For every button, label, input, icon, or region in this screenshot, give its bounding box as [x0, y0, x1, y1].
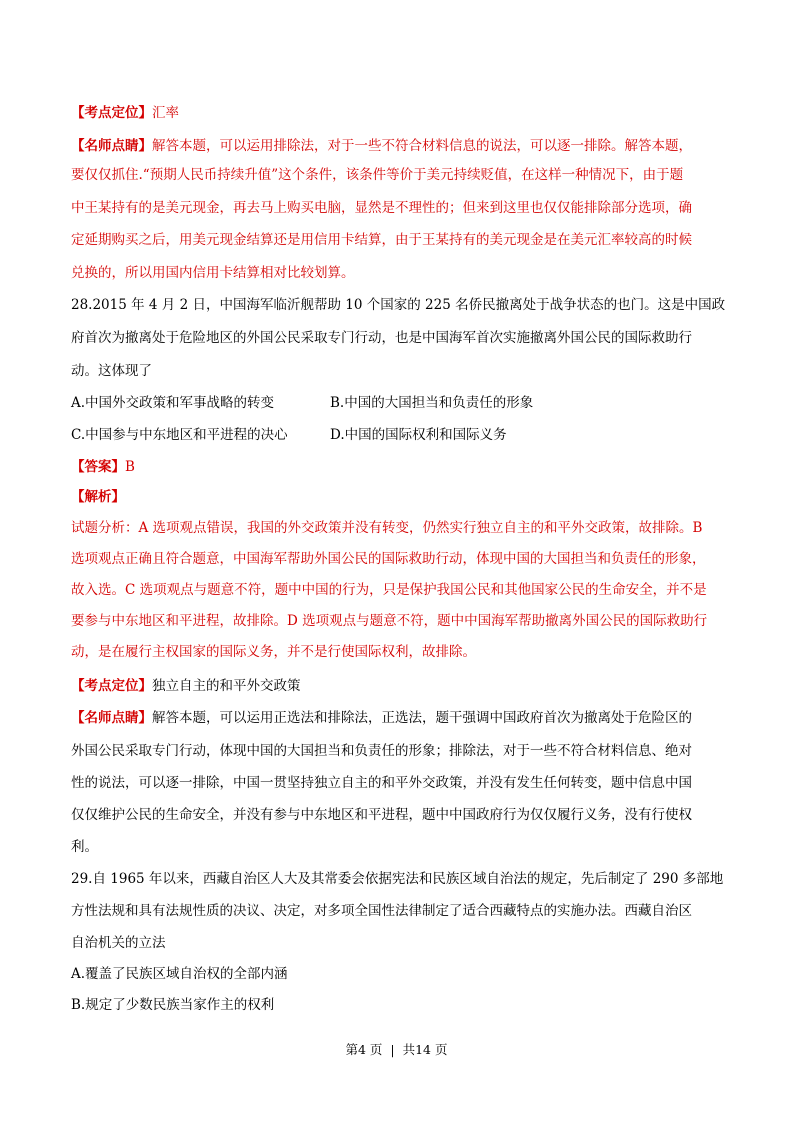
mingshi-line: 中王某持有的是美元现金，再去马上购买电脑，显然是不理性的；但来到这里也仅仅能排除部分选项，确	[71, 200, 692, 216]
answer-value: B	[125, 459, 135, 475]
page-number: 第4 页	[345, 1042, 383, 1057]
kaodian-text: 汇率	[152, 105, 179, 121]
mingshi-line: 要仅仅抓住.“预期人民币持续升值”这个条件，该条件等价于美元持续贬值，在这样一种情况下，由于题	[71, 167, 684, 183]
mingshi-line	[71, 137, 723, 155]
mingshi-bracket: 【名师点睛】	[71, 710, 152, 726]
analysis-line: 动，是在履行主权国家的国际义务，并不是行使国际权利，故排除。	[71, 644, 476, 660]
kaodian-line	[71, 104, 723, 122]
mingshi-bracket: 【名师点睛】	[71, 138, 152, 154]
option-a: A.中国外交政策和军事战略的转变	[71, 395, 275, 411]
mingshi-text: 解答本题，可以运用正选法和排除法，正选法，题干强调中国政府首次为撤离处于危险区的	[152, 710, 692, 726]
footer-separator: |	[390, 1042, 395, 1057]
option-b: B.中国的大国担当和负责任的形象	[330, 395, 534, 411]
analysis-heading	[71, 488, 723, 506]
analysis-line: 要参与中东地区和平进程，故排除。D 选项观点与题意不符，题中中国海军帮助撤离外国公民的国际救助行	[71, 613, 708, 629]
analysis-line: 故入选。C 选项观点与题意不符，题中中国的行为，只是保护我国公民和其他国家公民的生命安全，并不是	[71, 582, 707, 598]
question-28-line: 府首次为撤离处于危险地区的外国公民采取专门行动，也是中国海军首次实施撤离外国公民的国际救助行	[71, 330, 692, 346]
kaodian-line	[71, 677, 723, 695]
question-29-line: 方性法规和具有法规性质的决议、决定，对多项全国性法律制定了适合西藏特点的实施办法。西藏自治区	[71, 903, 692, 919]
mingshi-line: 外国公民采取专门行动，体现中国的大国担当和负责任的形象；排除法，对于一些不符合材料信息、绝对	[71, 743, 692, 759]
mingshi-line: 仅仅维护公民的生命安全，并没有参与中东地区和平进程，题中中国政府行为仅仅履行义务，没有行使权	[71, 807, 692, 823]
question-29-line: 29.自 1965 年以来，西藏自治区人大及其常委会依据宪法和民族区域自治法的规定，先后制定了 290 多部地	[71, 871, 724, 887]
option-b: B.规定了少数民族当家作主的权利	[71, 997, 275, 1013]
question-28-line: 28.2015 年 4 月 2 日，中国海军临沂舰帮助 10 个国家的 225 名侨民撤离处于战争状态的也门。这是中国政	[71, 297, 726, 313]
analysis-line: 试题分析：A 选项观点错误，我国的外交政策并没有转变，仍然实行独立自主的和平外交政策，故排除。B	[71, 520, 703, 536]
mingshi-line: 定延期购买之后，用美元现金结算还是用信用卡结算，由于王某持有的美元现金是在美元汇率较高的时候	[71, 232, 692, 248]
option-a: A.覆盖了民族区域自治权的全部内涵	[71, 966, 288, 982]
jiexi-bracket: 【解析】	[71, 489, 125, 505]
mingshi-text: 解答本题，可以运用排除法，对于一些不符合材料信息的说法，可以逐一排除。解答本题，	[152, 138, 692, 154]
answer-line	[71, 458, 723, 476]
mingshi-line: 兑换的，所以用国内信用卡结算相对比较划算。	[71, 265, 355, 281]
kaodian-text: 独立自主的和平外交政策	[152, 678, 301, 694]
question-28-line: 动。这体现了	[71, 363, 152, 379]
page-footer	[0, 1040, 793, 1058]
page-total: 共14 页	[402, 1042, 448, 1057]
analysis-line: 选项观点正确且符合题意，中国海军帮助外国公民的国际救助行动，体现中国的大国担当和负责任的形象，	[71, 551, 706, 567]
mingshi-line: 性的说法，可以逐一排除，中国一贯坚持独立自主的和平外交政策，并没有发生任何转变，题中信息中国	[71, 775, 692, 791]
mingshi-line: 利。	[71, 839, 98, 855]
mingshi-line	[71, 709, 723, 727]
option-c: C.中国参与中东地区和平进程的决心	[71, 427, 288, 443]
kaodian-bracket: 【考点定位】	[71, 105, 152, 121]
answer-bracket: 【答案】	[71, 459, 125, 475]
question-29-line: 自治机关的立法	[71, 935, 166, 951]
option-d: D.中国的国际权利和国际义务	[330, 427, 507, 443]
kaodian-bracket: 【考点定位】	[71, 678, 152, 694]
